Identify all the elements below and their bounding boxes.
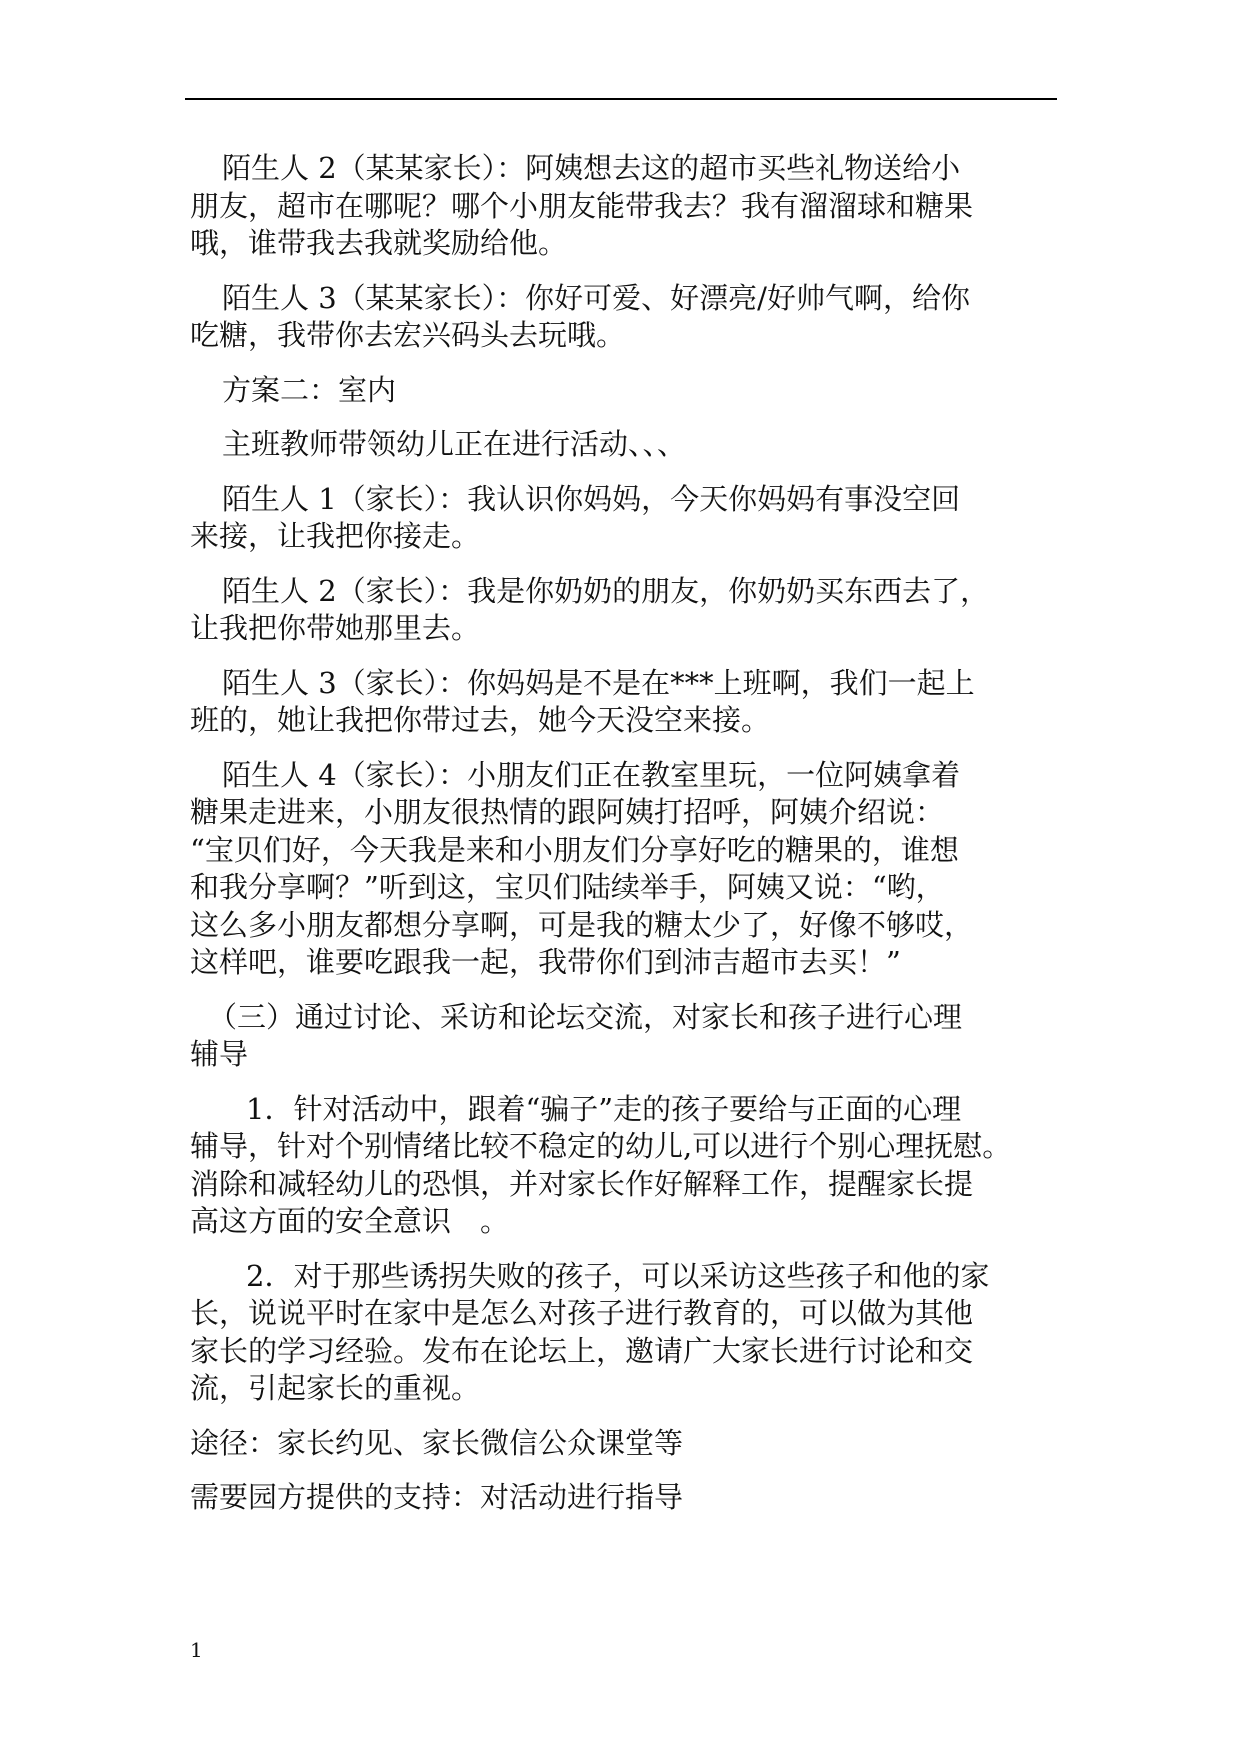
paragraph-line: 1．针对活动中，跟着“骗子”走的孩子要给与正面的心理 (246, 1091, 962, 1126)
paragraph-line: 辅导 (190, 1037, 249, 1071)
paragraph-line: 陌生人 3（家长）：你妈妈是不是在***上班啊，我们一起上 (222, 665, 975, 700)
paragraph-line: 朋友，超市在哪呢？哪个小朋友能带我去？我有溜溜球和糖果 (190, 188, 974, 223)
paragraph (190, 1258, 1070, 1408)
paragraph (190, 280, 1070, 355)
paragraph (190, 1091, 1070, 1241)
paragraph-line: 糖果走进来，小朋友很热情的跟阿姨打招呼，阿姨介绍说： (190, 795, 945, 829)
paragraph-line: 途径：家长约见、家长微信公众课堂等 (190, 1425, 684, 1460)
paragraph-line: 让我把你带她那里去。 (190, 611, 481, 645)
paragraph (190, 665, 1070, 740)
paragraph-line: 陌生人 4（家长）：小朋友们正在教室里玩，一位阿姨拿着 (222, 757, 961, 792)
paragraph (190, 573, 1070, 648)
paragraph (190, 999, 1070, 1074)
paragraph (190, 757, 1070, 982)
paragraph-line: 和我分享啊？”听到这，宝贝们陆续举手，阿姨又说：“哟， (190, 870, 945, 904)
paragraph-line: 班的，她让我把你带过去，她今天没空来接。 (190, 703, 771, 737)
paragraph (190, 426, 1070, 464)
paragraph-line: 这么多小朋友都想分享啊，可是我的糖太少了，好像不够哎， (190, 907, 974, 942)
paragraph-line: 方案二：室内 (222, 372, 397, 407)
paragraph (190, 1479, 1070, 1517)
paragraph-line: 主班教师带领幼儿正在进行活动、、、 (222, 427, 687, 461)
document-body (190, 150, 1070, 1534)
paragraph-line: 来接，让我把你接走。 (190, 519, 481, 553)
paragraph (190, 372, 1070, 410)
page-number: 1 (190, 1638, 203, 1662)
paragraph-line: 流，引起家长的重视。 (190, 1371, 481, 1405)
paragraph-line: 需要园方提供的支持：对活动进行指导 (190, 1480, 684, 1514)
paragraph-line: “宝贝们好，今天我是来和小朋友们分享好吃的糖果的，谁想 (190, 832, 959, 867)
paragraph-line: 陌生人 2（家长）：我是你奶奶的朋友，你奶奶买东西去了， (222, 573, 990, 608)
paragraph (190, 481, 1070, 556)
paragraph-line: 家长的学习经验。发布在论坛上，邀请广大家长进行讨论和交 (190, 1333, 974, 1368)
paragraph-line: 辅导，针对个别情绪比较不稳定的幼儿,可以进行个别心理抚慰。 (190, 1129, 1012, 1163)
paragraph-line: 哦，谁带我去我就奖励给他。 (190, 226, 568, 260)
paragraph-line: 消除和减轻幼儿的恐惧，并对家长作好解释工作，提醒家长提 (190, 1166, 974, 1201)
header-rule (185, 98, 1057, 100)
paragraph-line: 2．对于那些诱拐失败的孩子，可以采访这些孩子和他的家 (246, 1258, 990, 1293)
paragraph (190, 1425, 1070, 1463)
paragraph-line: 陌生人 3（某某家长）：你好可爱、好漂亮/好帅气啊，给你 (222, 280, 970, 315)
paragraph-line: 高这方面的安全意识 。 (190, 1204, 510, 1238)
paragraph (190, 150, 1070, 263)
paragraph-line: 这样吧，谁要吃跟我一起，我带你们到沛吉超市去买！” (190, 945, 901, 979)
paragraph-line: 吃糖，我带你去宏兴码头去玩哦。 (190, 318, 626, 352)
paragraph-line: 陌生人 2（某某家长）：阿姨想去这的超市买些礼物送给小 (222, 151, 961, 185)
paragraph-line: 长，说说平时在家中是怎么对孩子进行教育的，可以做为其他 (190, 1296, 974, 1330)
paragraph-line: （三）通过讨论、采访和论坛交流，对家长和孩子进行心理 (208, 999, 963, 1034)
paragraph-line: 陌生人 1（家长）：我认识你妈妈，今天你妈妈有事没空回 (222, 481, 961, 516)
